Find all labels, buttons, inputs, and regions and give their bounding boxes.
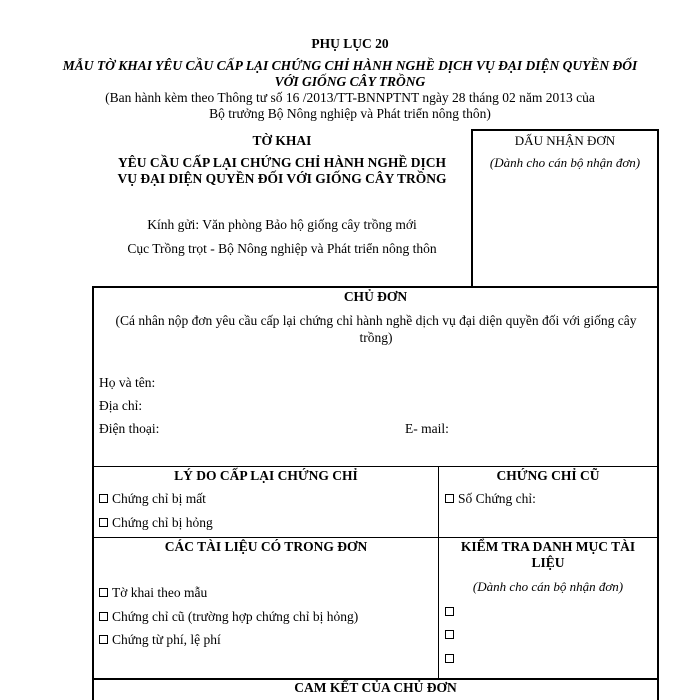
applicant-top-border [92,286,659,288]
check-list-title: KIỂM TRA DANH MỤC TÀI LIỆU [460,539,636,570]
reason-title: LÝ DO CẤP LẠI CHỨNG CHỈ [174,468,358,483]
recipient-line-1: Kính gửi: Văn phòng Bảo hộ giống cây trồng mới [147,217,417,232]
document-item-old-certificate[interactable] [99,609,358,625]
stamp-box-left-border [471,129,473,287]
email-label: E- mail: [405,421,449,436]
checkbox-icon[interactable] [99,518,108,527]
declaration-subject-line-2: VỤ ĐẠI DIỆN QUYỀN ĐỐI VỚI GIỐNG CÂY TRỒNG [117,171,447,186]
recipient-line-2: Cục Trồng trọt - Bộ Nông nghiệp và Phát triển nông thôn [127,241,437,256]
name-label: Họ và tên: [99,375,156,390]
certificate-number-field[interactable] [445,491,536,507]
reason-option-lost[interactable] [99,491,206,507]
issued-note-line-2: Bộ trưởng Bộ Nông nghiệp và Phát triển nông thôn) [209,106,491,121]
stamp-box-top-border [471,129,659,131]
checkbox-icon[interactable] [445,654,454,663]
checkbox-icon[interactable] [445,607,454,616]
reason-option-damaged[interactable] [99,515,213,531]
commitment-title: CAM KẾT CỦA CHỦ ĐƠN [294,680,457,695]
address-label: Địa chỉ: [99,398,143,413]
phone-label: Điện thoại: [99,421,160,436]
document-item-label: Chứng chỉ cũ (trường hợp chứng chỉ bị hỏng) [112,609,359,624]
applicant-title: CHỦ ĐƠN [343,289,408,304]
applicant-note: (Cá nhân nộp đơn yêu cầu cấp lại chứng chỉ hành nghề dịch vụ đại diện quyền đối với giống cây trồng) [115,313,637,345]
check-list-box-2[interactable] [445,627,458,643]
checkbox-icon[interactable] [99,612,108,621]
checkbox-icon[interactable] [99,635,108,644]
stamp-box-note: (Dành cho cán bộ nhận đơn) [489,155,641,170]
issued-note-line-1: (Ban hành kèm theo Thông tư số 16 /2013/TT-BNNPTNT ngày 28 tháng 02 năm 2013 của [105,90,595,105]
checkbox-icon[interactable] [445,630,454,639]
check-list-box-1[interactable] [445,604,458,620]
left-border [92,286,94,700]
declaration-subject-line-1: YÊU CẦU CẤP LẠI CHỨNG CHỈ HÀNH NGHỀ DỊCH [117,155,446,170]
appendix-title: PHỤ LỤC 20 [311,36,389,51]
check-list-note: (Dành cho cán bộ nhận đơn) [472,579,624,594]
reason-option-label: Chứng chỉ bị hỏng [112,515,213,530]
document-item-form[interactable] [99,585,207,601]
checkbox-icon[interactable] [99,588,108,597]
right-border [657,129,659,700]
declaration-heading: TỜ KHAI [252,133,312,148]
certificate-number-label: Số Chứng chỉ: [458,491,536,506]
document-item-fee-receipt[interactable] [99,632,221,648]
checkbox-icon[interactable] [445,494,454,503]
reason-option-label: Chứng chỉ bị mất [112,491,206,506]
reason-top-border [92,466,659,467]
stamp-box-title: DẤU NHẬN ĐƠN [514,133,616,148]
form-title: MẪU TỜ KHAI YÊU CẦU CẤP LẠI CHỨNG CHỈ HÀNH NGHỀ DỊCH VỤ ĐẠI DIỆN QUYỀN ĐỐI VỚI GIỐNG CÂY TRỒNG [62,58,638,89]
checkbox-icon[interactable] [99,494,108,503]
old-certificate-title: CHỨNG CHỈ CŨ [496,468,600,483]
column-divider [438,466,439,678]
documents-top-border [92,537,659,538]
documents-title: CÁC TÀI LIỆU CÓ TRONG ĐƠN [164,539,368,554]
check-list-box-3[interactable] [445,651,458,667]
document-item-label: Chứng từ phí, lệ phí [112,632,221,647]
document-item-label: Tờ khai theo mẫu [112,585,208,600]
